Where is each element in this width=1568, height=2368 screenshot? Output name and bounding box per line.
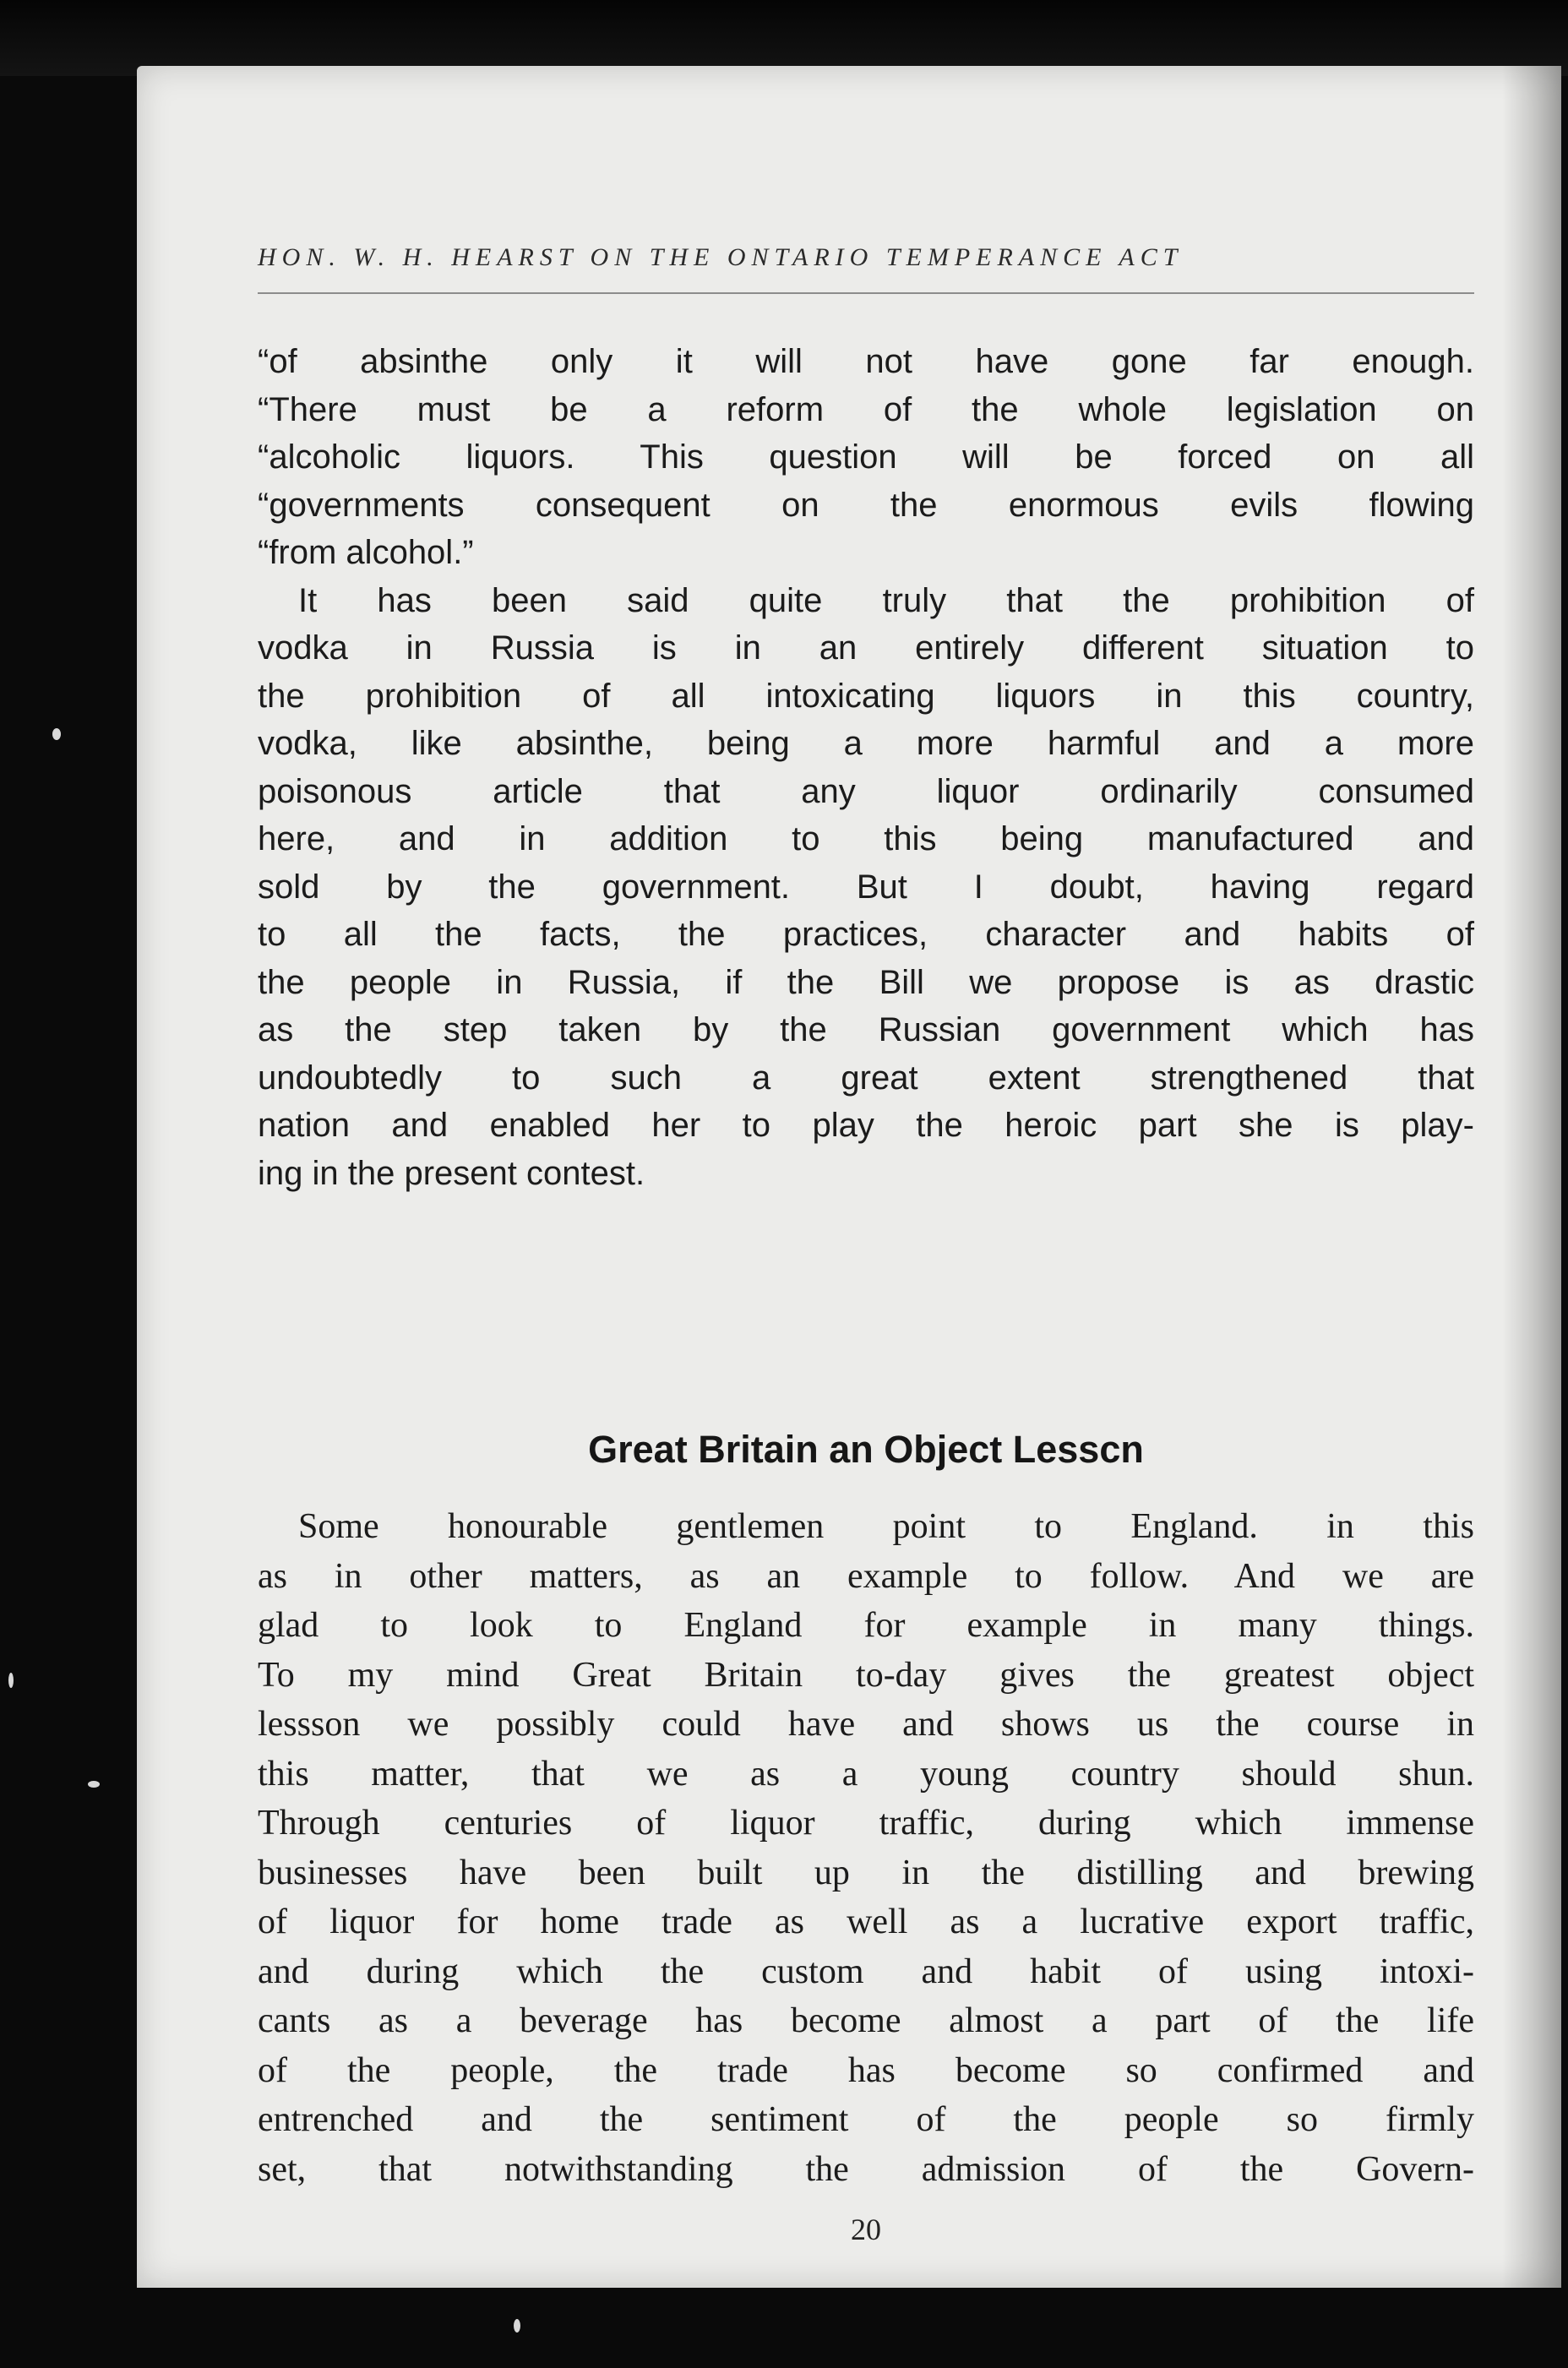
header-rule bbox=[258, 292, 1474, 294]
text-line: here, and in addition to this being manufactured and bbox=[258, 820, 1474, 857]
text-line: “governments consequent on the enormous evils flowing bbox=[258, 486, 1474, 524]
page-number: 20 bbox=[851, 2213, 881, 2246]
scan-speck bbox=[514, 2319, 520, 2333]
scan-speck bbox=[8, 1673, 14, 1688]
text-line: lessson we possibly could have and shows us the course in bbox=[258, 1705, 1474, 1744]
text-line: as in other matters, as an example to follow. And we are bbox=[258, 1556, 1474, 1596]
text-line: “of absinthe only it will not have gone far enough. bbox=[258, 343, 1474, 380]
text-line: the people in Russia, if the Bill we propose is as drastic bbox=[258, 963, 1474, 1001]
section-heading: Great Britain an Object Lesscn bbox=[588, 1428, 1144, 1471]
text-line: set, that notwithstanding the admission of the Govern- bbox=[258, 2149, 1474, 2189]
text-line: Some honourable gentlemen point to England. in this bbox=[298, 1507, 1474, 1546]
text-line: businesses have been built up in the distilling and brewing bbox=[258, 1853, 1474, 1892]
text-line: “from alcohol.” bbox=[258, 534, 474, 571]
text-line: “alcoholic liquors. This question will be forced on all bbox=[258, 438, 1474, 476]
text-line: undoubtedly to such a great extent strengthened that bbox=[258, 1059, 1474, 1097]
text-line: of liquor for home trade as well as a lucrative export traffic, bbox=[258, 1903, 1474, 1941]
text-line: to all the facts, the practices, character and habits of bbox=[258, 916, 1474, 953]
document-page bbox=[137, 66, 1561, 2288]
scan-speck bbox=[52, 728, 61, 740]
text-line: vodka, like absinthe, being a more harmful and a more bbox=[258, 725, 1474, 762]
scan-speck bbox=[88, 1781, 100, 1788]
text-line: Through centuries of liquor traffic, during which immense bbox=[258, 1804, 1474, 1843]
text-line: glad to look to England for example in many things. bbox=[258, 1606, 1474, 1645]
text-line: nation and enabled her to play the heroic part she is play- bbox=[258, 1107, 1474, 1144]
text-line: and during which the custom and habit of using intoxi- bbox=[258, 1952, 1474, 1991]
text-line: this matter, that we as a young country should shun. bbox=[258, 1754, 1474, 1794]
text-line: To my mind Great Britain to-day gives the greatest object bbox=[258, 1655, 1474, 1695]
page-edge-shadow bbox=[1502, 66, 1561, 2288]
text-line: It has been said quite truly that the prohibition of bbox=[298, 581, 1474, 619]
text-line: poisonous article that any liquor ordinarily consumed bbox=[258, 772, 1474, 810]
scan-border-top bbox=[0, 0, 1568, 76]
text-line: ing in the present contest. bbox=[258, 1154, 645, 1192]
text-line: vodka in Russia is in an entirely different situation to bbox=[258, 629, 1474, 667]
text-line: as the step taken by the Russian government which has bbox=[258, 1011, 1474, 1048]
paragraph-block-1 bbox=[258, 338, 1474, 1197]
text-line: cants as a beverage has become almost a part of the life bbox=[258, 2001, 1474, 2040]
paragraph-block-2 bbox=[258, 1502, 1474, 2194]
text-line: of the people, the trade has become so confirmed and bbox=[258, 2050, 1474, 2090]
text-line: the prohibition of all intoxicating liquors in this country, bbox=[258, 677, 1474, 715]
text-line: sold by the government. But I doubt, having regard bbox=[258, 868, 1474, 906]
text-line: entrenched and the sentiment of the people so firmly bbox=[258, 2100, 1474, 2139]
text-line: “There must be a reform of the whole legislation on bbox=[258, 390, 1474, 428]
running-head: HON. W. H. HEARST ON THE ONTARIO TEMPERANCE ACT bbox=[258, 243, 1184, 271]
